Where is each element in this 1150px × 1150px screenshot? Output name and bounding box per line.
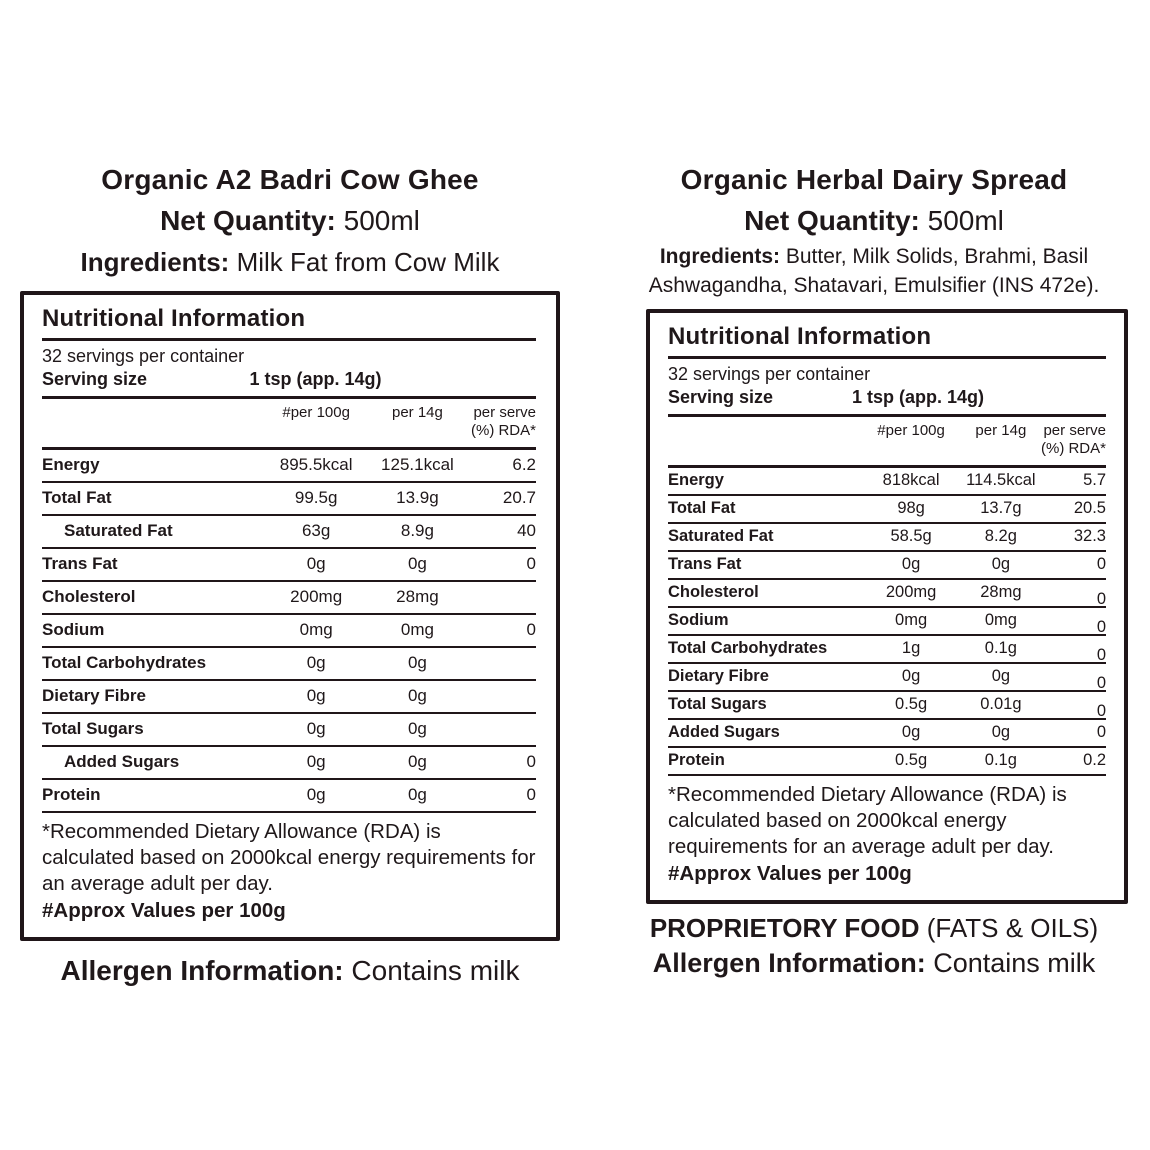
cell-label: Energy bbox=[42, 449, 259, 483]
nutrition-facts-box bbox=[646, 309, 1128, 904]
right-product-panel bbox=[612, 160, 1136, 980]
cell-per14: 28mg bbox=[373, 581, 462, 614]
nutrient-row bbox=[42, 614, 536, 647]
cell-per100: 99.5g bbox=[259, 482, 373, 515]
serving-size-label: Serving size bbox=[42, 369, 148, 389]
servings-per-container: 32 servings per container bbox=[42, 346, 245, 366]
nutrition-facts-box bbox=[20, 291, 560, 941]
nutrient-row bbox=[668, 691, 1106, 719]
cell-rda: 0 bbox=[1040, 579, 1106, 607]
nutrient-row bbox=[668, 579, 1106, 607]
allergen-line bbox=[20, 953, 560, 989]
allergen-value: Contains milk bbox=[351, 955, 520, 986]
nutrient-row bbox=[42, 746, 536, 779]
cell-label: Protein bbox=[42, 779, 259, 812]
cell-per100: 818kcal bbox=[861, 467, 962, 496]
cell-per14: 0g bbox=[961, 719, 1040, 747]
cell-label: Cholesterol bbox=[668, 579, 861, 607]
allergen-line bbox=[612, 946, 1136, 980]
nutrient-row bbox=[42, 581, 536, 614]
cell-label: Saturated Fat bbox=[42, 515, 259, 548]
cell-per14: 0g bbox=[373, 548, 462, 581]
ingredients-label: Ingredients: bbox=[80, 247, 230, 277]
cell-per100: 895.5kcal bbox=[259, 449, 373, 483]
cell-per14: 0g bbox=[373, 713, 462, 746]
cell-rda: 20.7 bbox=[462, 482, 536, 515]
cell-rda: 0 bbox=[1040, 551, 1106, 579]
cell-per14: 0g bbox=[961, 551, 1040, 579]
cell-rda: 5.7 bbox=[1040, 467, 1106, 496]
cell-per100: 0g bbox=[861, 551, 962, 579]
nutrient-row bbox=[42, 680, 536, 713]
cell-per14: 0.1g bbox=[961, 635, 1040, 663]
cell-per14: 0g bbox=[373, 779, 462, 812]
cell-rda: 0 bbox=[462, 548, 536, 581]
nutrition-title: Nutritional Information bbox=[668, 323, 1106, 359]
cell-label: Sodium bbox=[668, 607, 861, 635]
cell-rda bbox=[462, 647, 536, 680]
cell-per14: 8.9g bbox=[373, 515, 462, 548]
ingredients-value-line2: Ashwagandha, Shatavari, Emulsifier (INS 472e). bbox=[648, 274, 1100, 297]
serving-size-value: 1 tsp (app. 14g) bbox=[851, 387, 984, 407]
cell-per14: 13.9g bbox=[373, 482, 462, 515]
cell-per100: 0g bbox=[259, 548, 373, 581]
nutrient-row bbox=[668, 607, 1106, 635]
column-header-row bbox=[42, 399, 536, 449]
cell-rda: 0 bbox=[1040, 691, 1106, 719]
cell-per100: 0.5g bbox=[861, 747, 962, 775]
cell-per100: 0g bbox=[259, 680, 373, 713]
ingredients-label: Ingredients: bbox=[659, 245, 781, 268]
proprietory-label: PROPRIETORY FOOD bbox=[649, 913, 920, 943]
nutrient-row bbox=[668, 495, 1106, 523]
cell-per100: 98g bbox=[861, 495, 962, 523]
cell-per14: 0.1g bbox=[961, 747, 1040, 775]
per-serve-line1: per serve bbox=[473, 404, 536, 421]
net-quantity-value: 500ml bbox=[343, 205, 420, 236]
cell-rda: 0 bbox=[1040, 607, 1106, 635]
cell-label: Trans Fat bbox=[42, 548, 259, 581]
serving-size-label: Serving size bbox=[668, 387, 774, 407]
nutrient-row bbox=[668, 663, 1106, 691]
column-header-per100g: #per 100g bbox=[259, 399, 373, 449]
column-header-empty bbox=[42, 399, 259, 449]
cell-label: Sodium bbox=[42, 614, 259, 647]
cell-label: Added Sugars bbox=[668, 719, 861, 747]
net-quantity-line bbox=[612, 200, 1136, 242]
net-quantity-label: Net Quantity: bbox=[744, 205, 920, 236]
allergen-value: Contains milk bbox=[933, 948, 1096, 978]
servings-per-container: 32 servings per container bbox=[668, 364, 871, 384]
net-quantity-value: 500ml bbox=[927, 205, 1004, 236]
nutrition-table bbox=[42, 399, 536, 813]
column-header-empty bbox=[668, 417, 861, 467]
cell-label: Saturated Fat bbox=[668, 523, 861, 551]
cell-label: Added Sugars bbox=[42, 746, 259, 779]
column-header-per100g: #per 100g bbox=[861, 417, 962, 467]
nutrient-row bbox=[668, 635, 1106, 663]
cell-per14: 125.1kcal bbox=[373, 449, 462, 483]
cell-per14: 0g bbox=[373, 680, 462, 713]
nutrient-row bbox=[42, 779, 536, 812]
cell-per100: 0g bbox=[861, 663, 962, 691]
product-title: Organic Herbal Dairy Spread bbox=[680, 164, 1068, 195]
cell-rda bbox=[462, 713, 536, 746]
cell-per100: 1g bbox=[861, 635, 962, 663]
approx-values-note: #Approx Values per 100g bbox=[42, 899, 286, 922]
allergen-label: Allergen Information: bbox=[652, 948, 926, 978]
column-header-per-serve bbox=[462, 399, 536, 449]
nutrition-title: Nutritional Information bbox=[42, 305, 536, 341]
nutrient-row bbox=[42, 647, 536, 680]
cell-rda: 6.2 bbox=[462, 449, 536, 483]
product-title: Organic A2 Badri Cow Ghee bbox=[101, 164, 479, 195]
nutrient-row bbox=[42, 548, 536, 581]
cell-rda: 0 bbox=[1040, 663, 1106, 691]
cell-per100: 0g bbox=[861, 719, 962, 747]
allergen-label: Allergen Information: bbox=[60, 955, 344, 986]
nutrient-row bbox=[42, 449, 536, 483]
cell-rda bbox=[462, 680, 536, 713]
nutrient-row bbox=[42, 515, 536, 548]
ingredients-line bbox=[20, 242, 560, 282]
ingredients-value-line1: Butter, Milk Solids, Brahmi, Basil bbox=[785, 245, 1089, 268]
cell-per100: 200mg bbox=[259, 581, 373, 614]
cell-rda bbox=[462, 581, 536, 614]
cell-rda: 0.2 bbox=[1040, 747, 1106, 775]
cell-label: Total Carbohydrates bbox=[42, 647, 259, 680]
left-product-panel bbox=[20, 160, 560, 989]
cell-per14: 0.01g bbox=[961, 691, 1040, 719]
cell-label: Energy bbox=[668, 467, 861, 496]
cell-rda: 40 bbox=[462, 515, 536, 548]
cell-per14: 0mg bbox=[373, 614, 462, 647]
cell-rda: 32.3 bbox=[1040, 523, 1106, 551]
cell-per14: 0g bbox=[961, 663, 1040, 691]
serving-size-value: 1 tsp (app. 14g) bbox=[249, 369, 382, 389]
cell-per100: 0mg bbox=[259, 614, 373, 647]
cell-rda: 20.5 bbox=[1040, 495, 1106, 523]
per-serve-line1: per serve bbox=[1043, 422, 1106, 439]
cell-label: Total Sugars bbox=[42, 713, 259, 746]
rda-footnote: *Recommended Dietary Allowance (RDA) is calculated based on 2000kcal energy requirements for an average adult per day. bbox=[668, 783, 1067, 858]
column-header-per-serve bbox=[1040, 417, 1106, 467]
nutrient-row bbox=[668, 467, 1106, 496]
cell-per100: 0mg bbox=[861, 607, 962, 635]
cell-label: Dietary Fibre bbox=[42, 680, 259, 713]
cell-per14: 13.7g bbox=[961, 495, 1040, 523]
nutrient-row bbox=[42, 713, 536, 746]
cell-per14: 0g bbox=[373, 746, 462, 779]
cell-per14: 0g bbox=[373, 647, 462, 680]
cell-label: Protein bbox=[668, 747, 861, 775]
per-serve-line2: (%) RDA* bbox=[1040, 440, 1106, 457]
rda-footnote: *Recommended Dietary Allowance (RDA) is calculated based on 2000kcal energy requirements for an average adult per day. bbox=[42, 820, 536, 895]
nutrient-row bbox=[668, 523, 1106, 551]
column-header-row bbox=[668, 417, 1106, 467]
nutrient-row bbox=[668, 719, 1106, 747]
nutrition-table bbox=[668, 417, 1106, 776]
cell-per100: 0.5g bbox=[861, 691, 962, 719]
cell-rda: 0 bbox=[462, 614, 536, 647]
ingredients-value: Milk Fat from Cow Milk bbox=[236, 247, 500, 277]
cell-label: Cholesterol bbox=[42, 581, 259, 614]
per-serve-line2: (%) RDA* bbox=[470, 422, 536, 439]
cell-label: Total Carbohydrates bbox=[668, 635, 861, 663]
nutrient-row bbox=[668, 551, 1106, 579]
net-quantity-line bbox=[20, 200, 560, 242]
ingredients-line-2 bbox=[612, 271, 1136, 300]
net-quantity-label: Net Quantity: bbox=[160, 205, 336, 236]
cell-per14: 28mg bbox=[961, 579, 1040, 607]
cell-rda: 0 bbox=[1040, 719, 1106, 747]
approx-values-note: #Approx Values per 100g bbox=[668, 862, 912, 885]
serving-size-row bbox=[42, 367, 536, 399]
cell-rda: 0 bbox=[462, 746, 536, 779]
ingredients-line-1 bbox=[612, 242, 1136, 271]
cell-per100: 0g bbox=[259, 779, 373, 812]
proprietory-value: (FATS & OILS) bbox=[926, 913, 1099, 943]
cell-rda: 0 bbox=[1040, 635, 1106, 663]
column-header-per14g: per 14g bbox=[373, 399, 462, 449]
column-header-per14g: per 14g bbox=[961, 417, 1040, 467]
cell-per100: 0g bbox=[259, 647, 373, 680]
serving-size-row bbox=[668, 385, 1106, 417]
cell-label: Dietary Fibre bbox=[668, 663, 861, 691]
nutrient-row bbox=[668, 747, 1106, 775]
cell-rda: 0 bbox=[462, 779, 536, 812]
cell-label: Total Sugars bbox=[668, 691, 861, 719]
cell-label: Total Fat bbox=[668, 495, 861, 523]
cell-per14: 114.5kcal bbox=[961, 467, 1040, 496]
cell-per100: 200mg bbox=[861, 579, 962, 607]
cell-label: Trans Fat bbox=[668, 551, 861, 579]
cell-label: Total Fat bbox=[42, 482, 259, 515]
cell-per14: 0mg bbox=[961, 607, 1040, 635]
cell-per14: 8.2g bbox=[961, 523, 1040, 551]
nutrient-row bbox=[42, 482, 536, 515]
cell-per100: 0g bbox=[259, 713, 373, 746]
cell-per100: 63g bbox=[259, 515, 373, 548]
cell-per100: 58.5g bbox=[861, 523, 962, 551]
proprietory-food-line bbox=[612, 912, 1136, 944]
cell-per100: 0g bbox=[259, 746, 373, 779]
